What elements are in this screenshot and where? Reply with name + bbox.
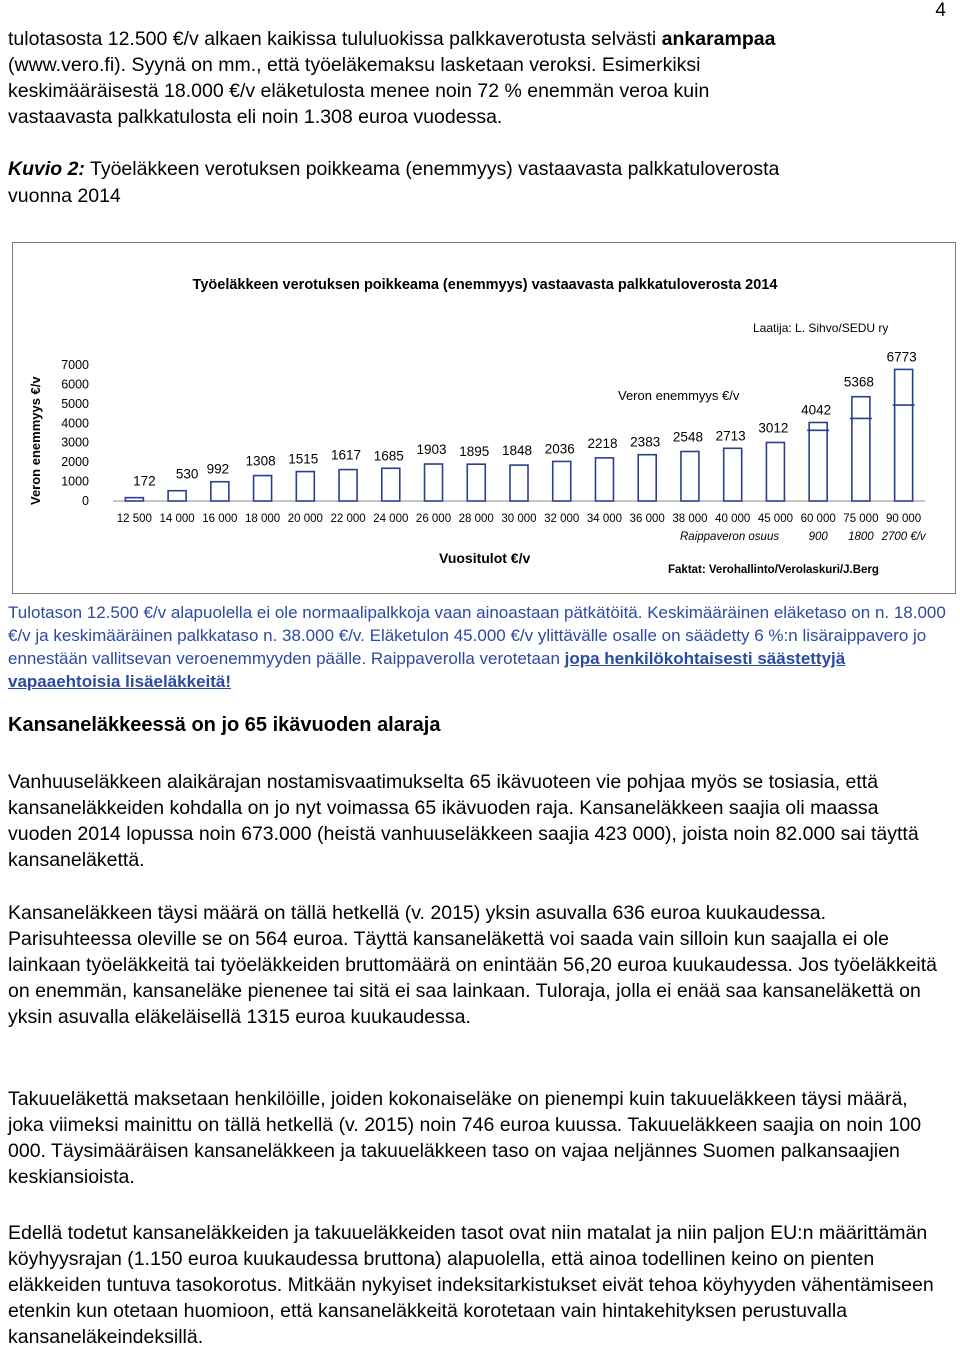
bar-value-label: 530	[175, 466, 199, 482]
x-tick-label: 16 000	[202, 513, 238, 525]
intro-paragraph	[8, 26, 938, 130]
bar	[168, 491, 186, 501]
intro-line1a: tulotasosta 12.500 €/v alkaen kaikissa tululuokissa palkkaverotusta selvästi	[8, 28, 662, 50]
x-tick-label: 60 000	[800, 513, 836, 525]
y-tick-label: 4000	[61, 416, 89, 431]
chart-note	[8, 601, 948, 693]
y-tick-label: 2000	[61, 455, 89, 470]
x-tick-label: 20 000	[287, 513, 323, 525]
x-tick-label: 45 000	[757, 513, 794, 525]
bar	[510, 465, 528, 501]
paragraph-2: Kansaneläkkeen täysi määrä on tällä hetkellä (v. 2015) yksin asuvalla 636 euroa kuukaudessa. Parisuhteessa oleville se on 564 euroa. Täyttä kansaneläkettä voi saada vain silloin kun saajalla ei ole lainkaan työeläkkeitä tai työeläkkeiden bruttomäärä on enintään 56,20 euroa kuukaudessa. Jos työeläkkeitä on enemmän, kansaneläke pienenee tai sitä ei saa lainkaan. Tuloraja, jolla ei enää saa kansaneläkettä on yksin asuvalla eläkeläisellä 1315 euroa kuukaudessa.	[8, 902, 938, 1028]
x-tick-label: 22 000	[330, 513, 366, 525]
bar-value-label: 2383	[630, 434, 661, 450]
bar	[296, 472, 314, 501]
bar	[724, 448, 742, 501]
x-tick-label: 28 000	[458, 513, 494, 525]
chart-source: Faktat: Verohallinto/Verolaskuri/J.Berg	[668, 564, 879, 576]
bar	[382, 468, 400, 501]
x-tick-label: 14 000	[159, 513, 195, 525]
chart-title: Työeläkkeen verotuksen poikkeama (enemmyys) vastaavasta palkkatuloverosta 2014	[192, 277, 778, 293]
page-number: 4	[935, 0, 946, 21]
bar-value-label: 6773	[886, 349, 917, 365]
surtax-value-label: 900	[808, 531, 828, 543]
surtax-value-label: 1800	[848, 531, 874, 543]
y-axis-label: Veron enemmyys €/v	[28, 376, 43, 505]
intro-line3: keskimääräisestä 18.000 €/v eläketulosta menee noin 72 % enemmän veroa kuin	[8, 80, 710, 102]
bar-value-label: 2218	[587, 435, 618, 451]
bar	[852, 397, 870, 501]
paragraph-1: Vanhuuseläkkeen alaikärajan nostamisvaatimukselta 65 ikävuoteen vie pohjaa myös se tosiasia, että kansaneläkkeiden kohdalla on jo nyt voimassa 65 ikävuoden raja. Kansaneläkkeen saajia oli maassa vuoden 2014 lopussa noin 673.000 (heistä vanhuuseläkkeen saajia 423 000), joista noin 82.000 sai täyttä kansaneläkettä.	[8, 771, 919, 871]
paragraph-4: Edellä todetut kansaneläkkeiden ja takuueläkkeiden tasot ovat niin matalat ja niin paljon EU:n määrittämän köyhyysrajan (1.150 euroa kuukaudessa bruttona) alapuolella, että ainoa todellinen keino on pienten eläkkeiden tuntuva tasokorotus. Mitkään nykyiset indeksitarkistukset eivät tehoa köyhyyden vähentämiseen etenkin kun otetaan huomioon, että kansaneläkkeitä korotetaan vain hintakehityksen perustuvalla kansaneläkeindeksillä.	[8, 1222, 934, 1348]
x-tick-label: 40 000	[715, 513, 751, 525]
bar	[553, 461, 571, 501]
caption-label: Kuvio 2:	[8, 158, 85, 180]
chart-author-note: Laatija: L. Sihvo/SEDU ry	[753, 321, 889, 335]
bar	[766, 442, 784, 501]
bar-value-label: 5368	[843, 374, 874, 390]
y-tick-label: 5000	[61, 396, 89, 411]
caption-line1: Työeläkkeen verotuksen poikkeama (enemmyys) vastaavasta palkkatuloverosta	[84, 158, 780, 180]
bar	[638, 455, 656, 501]
x-tick-label: 34 000	[586, 513, 623, 525]
bar-value-label: 1515	[288, 451, 319, 467]
section-heading: Kansaneläkkeessä on jo 65 ikävuoden alaraja	[8, 714, 441, 736]
bar-value-label: 992	[206, 461, 230, 477]
bar	[254, 476, 272, 501]
bar	[595, 458, 613, 501]
bar-value-label: 172	[133, 473, 156, 489]
bar-value-label: 1895	[459, 444, 490, 460]
caption-line2: vuonna 2014	[8, 185, 121, 207]
intro-line1b: ankarampaa	[661, 28, 776, 50]
x-tick-label: 36 000	[629, 513, 665, 525]
x-tick-label: 26 000	[415, 513, 452, 525]
bar-value-label: 4042	[801, 402, 832, 418]
chart-frame	[12, 242, 956, 594]
y-tick-label: 6000	[61, 377, 89, 392]
bar-value-label: 1308	[245, 453, 276, 469]
bar-value-label: 1685	[373, 448, 404, 464]
note-emphasis: jopa henkilökohtaisesti säästettyjä vapaaehtoisia lisäeläkkeitä!	[8, 649, 846, 691]
y-tick-label: 1000	[61, 474, 89, 489]
bar	[125, 498, 143, 501]
bar	[681, 451, 699, 501]
x-tick-label: 75 000	[843, 513, 879, 525]
intro-line2: (www.vero.fi). Syynä on mm., että työeläkemaksu lasketaan veroksi. Esimerkiksi	[8, 54, 701, 76]
bar	[211, 482, 229, 501]
x-tick-label: 90 000	[886, 513, 922, 525]
x-axis-label: Vuositulot €/v	[439, 550, 531, 566]
figure-caption	[8, 156, 938, 210]
y-tick-label: 7000	[61, 358, 89, 372]
bar	[895, 369, 913, 501]
bar	[425, 464, 443, 501]
x-tick-label: 38 000	[672, 513, 708, 525]
bar-value-label: 1903	[416, 442, 447, 458]
x-tick-label: 24 000	[373, 513, 409, 525]
y-tick-label: 3000	[61, 435, 89, 450]
bar-chart	[13, 243, 957, 595]
bar-value-label: 1848	[501, 443, 533, 459]
series-label: Veron enemmyys €/v	[618, 388, 740, 403]
bar-value-label: 2036	[544, 441, 575, 457]
surtax-value-label: 2700 €/v	[881, 531, 926, 543]
paragraph-3: Takuueläkettä maksetaan henkilöille, joiden kokonaiseläke on pienempi kuin takuueläkkeen täysi määrä, joka viimeksi mainittu on tällä hetkellä (v. 2015) noin 746 euroa kuussa. Takuueläkkeen saajia on noin 100 000. Täysimääräisen kansaneläkkeen ja takuueläkkeen taso on vajaa neljännes Suomen palkansaajien keskiansioista.	[8, 1088, 922, 1188]
x-tick-label: 18 000	[244, 513, 281, 525]
note-text: Tulotason 12.500 €/v alapuolella ei ole normaalipalkkoja vaan ainoastaan pätkätöitä. Keskimääräinen eläketaso on n. 18.000 €/v ja keskimääräinen palkkataso n. 38.000 €/v. Eläketulon 45.000 €/v ylittävälle osalle on säädetty 6 %:n lisäraippavero jo ennestään vallitsevan veroenemmyyden päälle. Raippaverolla verotetaan	[8, 603, 946, 668]
x-tick-label: 32 000	[544, 513, 580, 525]
bar-value-label: 2713	[715, 428, 746, 444]
x-tick-label: 12 500	[116, 513, 152, 525]
bar	[339, 470, 357, 501]
y-tick-label: 0	[82, 494, 89, 508]
surtax-label: Raippaveron osuus	[680, 531, 780, 543]
bar-value-label: 3012	[758, 420, 789, 436]
intro-line4: vastaavasta palkkatulosta eli noin 1.308 euroa vuodessa.	[8, 106, 503, 128]
bar-value-label: 1617	[331, 447, 362, 463]
x-tick-label: 30 000	[501, 513, 537, 525]
bar	[467, 464, 485, 501]
bar-value-label: 2548	[672, 429, 703, 445]
bar	[809, 422, 827, 501]
